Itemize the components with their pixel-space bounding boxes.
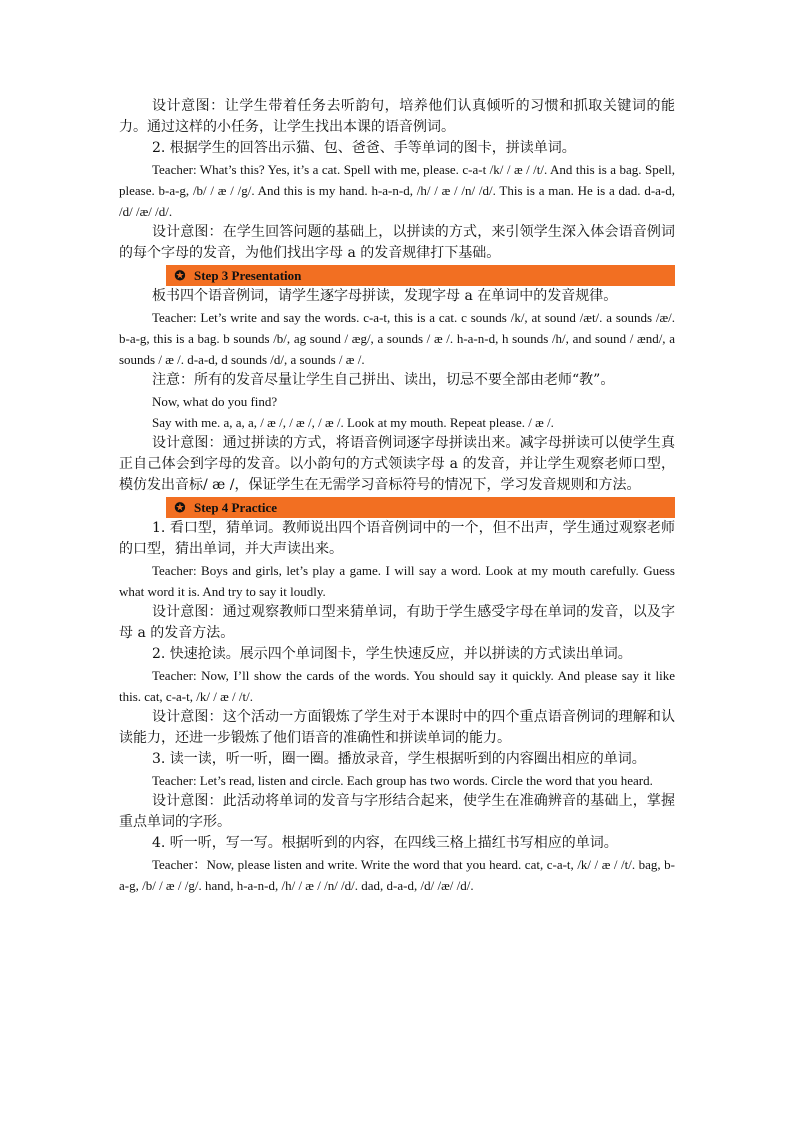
activity-step-paragraph: 2. 根据学生的回答出示猫、包、爸爸、手等单词的图卡，拼读单词。 <box>152 140 576 156</box>
activity-step-paragraph: 4. 听一听，写一写。根据听到的内容，在四线三格上描红书写相应的单词。 <box>152 835 618 851</box>
activity-step-paragraph: 2. 快速抢读。展示四个单词图卡，学生快速反应，并以拼读的方式读出单词。 <box>152 646 632 662</box>
step-3-title: Step 3 Presentation <box>194 268 302 283</box>
design-intent-paragraph: 设计意图：让学生带着任务去听韵句，培养他们认真倾听的习惯和抓取关键词的能力。通过这样的小任务，让学生找出本课的语音例词。 <box>119 98 675 135</box>
step-4-title: Step 4 Practice <box>194 500 278 515</box>
step-3-heading <box>166 265 675 286</box>
star-bullet-icon: ✪ <box>174 268 186 283</box>
step-4-heading <box>166 497 675 518</box>
question-line: Now, what do you find? <box>152 394 278 409</box>
teacher-dialogue-paragraph: Teacher: Boys and girls, let’s play a game. I will say a word. Look at my mouth carefully. Guess what word it is. And try to say it loudly. <box>119 563 675 599</box>
design-intent-paragraph: 设计意图：通过观察教师口型来猜单词，有助于学生感受字母在单词的发音，以及字母 a 的发音方法。 <box>119 604 675 641</box>
teacher-dialogue-paragraph: Teacher: What’s this? Yes, it’s a cat. Spell with me, please. c-a-t /k/ / æ / /t/. And this is a bag. Spell, please. b-a-g, /b/ / æ / /g/. And this is my hand. h-a-n-d, /h/ / æ / /n/ /d/. This is a man. He is a dad. d-a-d, /d/ /æ/ /d/. <box>119 162 675 219</box>
teacher-dialogue-paragraph: Teacher：Now, please listen and write. Write the word that you heard. cat, c-a-t, /k/ / æ / /t/. bag, b-a-g, /b/ / æ / /g/. hand, h-a-n-d, /h/ / æ / /n/ /d/. dad, d-a-d, /d/ /æ/ /d/. <box>119 857 675 893</box>
design-intent-paragraph: 设计意图：此活动将单词的发音与字形结合起来，使学生在准确辨音的基础上，掌握重点单词的字形。 <box>119 793 675 830</box>
design-intent-paragraph: 设计意图：这个活动一方面锻炼了学生对于本课时中的四个重点语音例词的理解和认读能力，还进一步锻炼了他们语音的准确性和拼读单词的能力。 <box>119 709 675 746</box>
note-paragraph: 注意：所有的发音尽量让学生自己拼出、读出，切忌不要全部由老师“教”。 <box>152 372 615 388</box>
design-intent-paragraph: 设计意图：通过拼读的方式，将语音例词逐字母拼读出来。减字母拼读可以使学生真正自己体会到字母的发音。以小韵句的方式领读字母 a 的发音，并让学生观察老师口型，模仿发出音标/ æ /，保证学生在无需学习音标符号的情况下，学习发音规则和方法。 <box>119 435 675 493</box>
activity-step-paragraph: 3. 读一读，听一听，圈一圈。播放录音，学生根据听到的内容圈出相应的单词。 <box>152 751 646 767</box>
star-bullet-icon: ✪ <box>174 500 186 515</box>
teacher-dialogue-paragraph: Teacher: Let’s write and say the words. c-a-t, this is a cat. c sounds /k/, at sound /æt/. a sounds /æ/. b-a-g, this is a bag. b sounds /b/, ag sound / æg/, a sounds / æ /. h-a-n-d, h sounds /h/, and sound / ænd/, a sounds / æ /. d-a-d, d sounds /d/, a sounds / æ /. <box>119 310 675 367</box>
chant-line: Say with me. a, a, a, / æ /, / æ /, / æ /. Look at my mouth. Repeat please. / æ /. <box>152 415 554 430</box>
teacher-dialogue-paragraph: Teacher: Now, I’ll show the cards of the words. You should say it quickly. And please say it like this. cat, c-a-t, /k/ / æ / /t/. <box>119 668 675 704</box>
lesson-plan-body <box>119 96 675 896</box>
activity-step-paragraph: 1. 看口型，猜单词。教师说出四个语音例词中的一个，但不出声，学生通过观察老师的口型，猜出单词，并大声读出来。 <box>119 520 675 557</box>
board-writing-paragraph: 板书四个语音例词，请学生逐字母拼读，发现字母 a 在单词中的发音规律。 <box>152 288 618 304</box>
design-intent-paragraph: 设计意图：在学生回答问题的基础上，以拼读的方式，来引领学生深入体会语音例词的每个字母的发音，为他们找出字母 a 的发音规律打下基础。 <box>119 224 675 261</box>
teacher-dialogue-paragraph: Teacher: Let’s read, listen and circle. Each group has two words. Circle the word that you heard. <box>152 773 653 788</box>
